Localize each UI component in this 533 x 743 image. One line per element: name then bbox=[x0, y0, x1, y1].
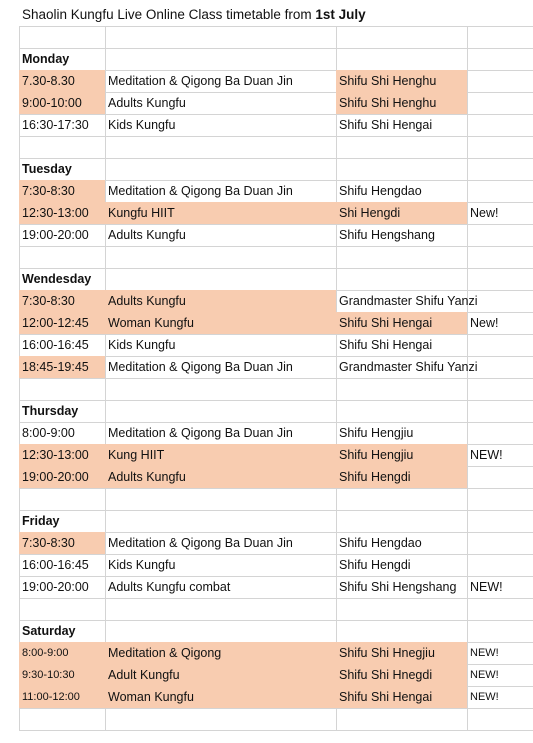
class-cell: Kids Kungfu bbox=[108, 338, 176, 352]
class-cell: Woman Kungfu bbox=[105, 686, 336, 708]
class-row bbox=[0, 444, 533, 466]
class-row bbox=[0, 312, 533, 334]
title-date: 1st July bbox=[315, 7, 366, 22]
teacher-cell: Shifu Shi Hengai bbox=[336, 312, 467, 334]
note-cell bbox=[467, 554, 533, 576]
day-header bbox=[0, 510, 533, 532]
class-cell: Woman Kungfu bbox=[105, 312, 336, 334]
teacher-cell: Shifu Shi Hengshang bbox=[339, 580, 457, 594]
note-cell bbox=[467, 180, 533, 202]
time-cell: 7:30-8:30 bbox=[19, 290, 105, 312]
class-cell: Adults Kungfu combat bbox=[108, 580, 231, 594]
gridline-horizontal bbox=[19, 730, 533, 731]
class-cell: Meditation & Qigong Ba Duan Jin bbox=[108, 360, 293, 374]
teacher-cell: Shifu Hengdao bbox=[339, 536, 422, 550]
class-cell: Adults Kungfu bbox=[108, 228, 186, 242]
day-name: Monday bbox=[22, 52, 70, 66]
class-row bbox=[0, 202, 533, 224]
teacher-cell: Grandmaster Shifu Yanzi bbox=[339, 294, 478, 308]
note-cell bbox=[467, 356, 533, 378]
class-row bbox=[0, 686, 533, 708]
class-row bbox=[0, 554, 533, 576]
time-cell: 7:30-8:30 bbox=[19, 532, 105, 554]
note-cell bbox=[467, 422, 533, 444]
spacer-row bbox=[0, 378, 533, 400]
note-cell: NEW! bbox=[470, 448, 503, 462]
teacher-cell: Shifu Shi Henghu bbox=[336, 70, 467, 92]
time-cell: 9:30-10:30 bbox=[19, 664, 105, 686]
note-cell bbox=[467, 466, 533, 488]
class-cell: Adults Kungfu bbox=[108, 96, 186, 110]
class-row bbox=[0, 356, 533, 378]
note-cell: NEW! bbox=[470, 580, 503, 594]
class-cell: Kung HIIT bbox=[105, 444, 336, 466]
day-header bbox=[0, 620, 533, 642]
time-cell: 11:00-12:00 bbox=[19, 686, 105, 708]
teacher-cell: Shifu Hengshang bbox=[339, 228, 435, 242]
class-cell: Meditation & Qigong bbox=[105, 642, 336, 664]
time-cell: 12:30-13:00 bbox=[19, 202, 105, 224]
class-row bbox=[0, 642, 533, 664]
class-row bbox=[0, 576, 533, 598]
class-cell: Meditation & Qigong Ba Duan Jin bbox=[108, 184, 293, 198]
note-cell bbox=[467, 70, 533, 92]
day-name: Wendesday bbox=[22, 272, 92, 286]
class-row bbox=[0, 70, 533, 92]
note-cell: New! bbox=[470, 206, 499, 220]
class-cell: Meditation & Qigong Ba Duan Jin bbox=[108, 426, 293, 440]
class-cell: Kids Kungfu bbox=[108, 558, 176, 572]
time-cell: 8:00-9:00 bbox=[22, 426, 75, 440]
teacher-cell: Shifu Hengdao bbox=[339, 184, 422, 198]
class-cell: Adults Kungfu bbox=[105, 466, 336, 488]
note-cell: NEW! bbox=[470, 691, 499, 703]
note-cell bbox=[467, 290, 533, 312]
class-row bbox=[0, 334, 533, 356]
class-row bbox=[0, 466, 533, 488]
teacher-cell: Shifu Hengdi bbox=[339, 558, 411, 572]
teacher-cell: Shifu Shi Hengai bbox=[339, 338, 433, 352]
note-cell bbox=[467, 532, 533, 554]
time-cell: 12:30-13:00 bbox=[19, 444, 105, 466]
day-name: Saturday bbox=[22, 624, 76, 638]
note-cell bbox=[467, 92, 533, 114]
note-cell: NEW! bbox=[470, 647, 499, 659]
time-cell: 8:00-9:00 bbox=[19, 642, 105, 664]
day-name: Tuesday bbox=[22, 162, 72, 176]
time-cell: 16:00-16:45 bbox=[22, 558, 89, 572]
teacher-cell: Shifu Shi Hnegdi bbox=[336, 664, 467, 686]
day-name: Friday bbox=[22, 514, 60, 528]
teacher-cell: Shifu Shi Hengai bbox=[339, 118, 433, 132]
spacer-row bbox=[0, 136, 533, 158]
teacher-cell: Shifu Hengdi bbox=[336, 466, 467, 488]
class-cell: Meditation & Qigong Ba Duan Jin bbox=[108, 74, 293, 88]
class-row bbox=[0, 180, 533, 202]
class-row bbox=[0, 664, 533, 686]
time-cell: 19:00-20:00 bbox=[22, 580, 89, 594]
class-cell: Kungfu HIIT bbox=[105, 202, 336, 224]
class-cell: Kids Kungfu bbox=[108, 118, 176, 132]
spacer-row bbox=[0, 246, 533, 268]
note-cell: New! bbox=[470, 316, 499, 330]
page-title: Shaolin Kungfu Live Online Class timetable from 1st July bbox=[22, 7, 366, 22]
note-cell bbox=[467, 114, 533, 136]
class-row bbox=[0, 532, 533, 554]
teacher-cell: Shifu Shi Henghu bbox=[336, 92, 467, 114]
day-name: Thursday bbox=[22, 404, 79, 418]
day-header bbox=[0, 48, 533, 70]
time-cell: 7:30-8:30 bbox=[19, 180, 105, 202]
time-cell: 19:00-20:00 bbox=[22, 228, 89, 242]
time-cell: 16:30-17:30 bbox=[22, 118, 89, 132]
spacer-row bbox=[0, 598, 533, 620]
teacher-cell: Shifu Shi Hnegjiu bbox=[336, 642, 467, 664]
note-cell bbox=[467, 334, 533, 356]
teacher-cell: Shifu Shi Hengai bbox=[336, 686, 467, 708]
class-cell: Adults Kungfu bbox=[105, 290, 336, 312]
teacher-cell: Grandmaster Shifu Yanzi bbox=[339, 360, 478, 374]
teacher-cell: Shi Hengdi bbox=[336, 202, 467, 224]
class-cell: Adult Kungfu bbox=[105, 664, 336, 686]
class-row bbox=[0, 422, 533, 444]
time-cell: 9:00-10:00 bbox=[19, 92, 105, 114]
time-cell: 16:00-16:45 bbox=[22, 338, 89, 352]
day-header bbox=[0, 268, 533, 290]
time-cell: 7.30-8.30 bbox=[19, 70, 105, 92]
time-cell: 12:00-12:45 bbox=[19, 312, 105, 334]
day-header bbox=[0, 400, 533, 422]
spacer-row bbox=[0, 488, 533, 510]
gridline-horizontal bbox=[19, 708, 533, 709]
day-header bbox=[0, 158, 533, 180]
class-row bbox=[0, 92, 533, 114]
class-row bbox=[0, 114, 533, 136]
teacher-cell: Shifu Hengjiu bbox=[336, 444, 467, 466]
time-cell: 19:00-20:00 bbox=[19, 466, 105, 488]
timetable-rows bbox=[0, 26, 533, 708]
time-cell: 18:45-19:45 bbox=[19, 356, 105, 378]
class-cell: Meditation & Qigong Ba Duan Jin bbox=[108, 536, 293, 550]
class-row bbox=[0, 224, 533, 246]
note-cell bbox=[467, 224, 533, 246]
class-row bbox=[0, 290, 533, 312]
teacher-cell: Shifu Hengjiu bbox=[339, 426, 414, 440]
note-cell: NEW! bbox=[470, 669, 499, 681]
spacer-row bbox=[0, 26, 533, 48]
